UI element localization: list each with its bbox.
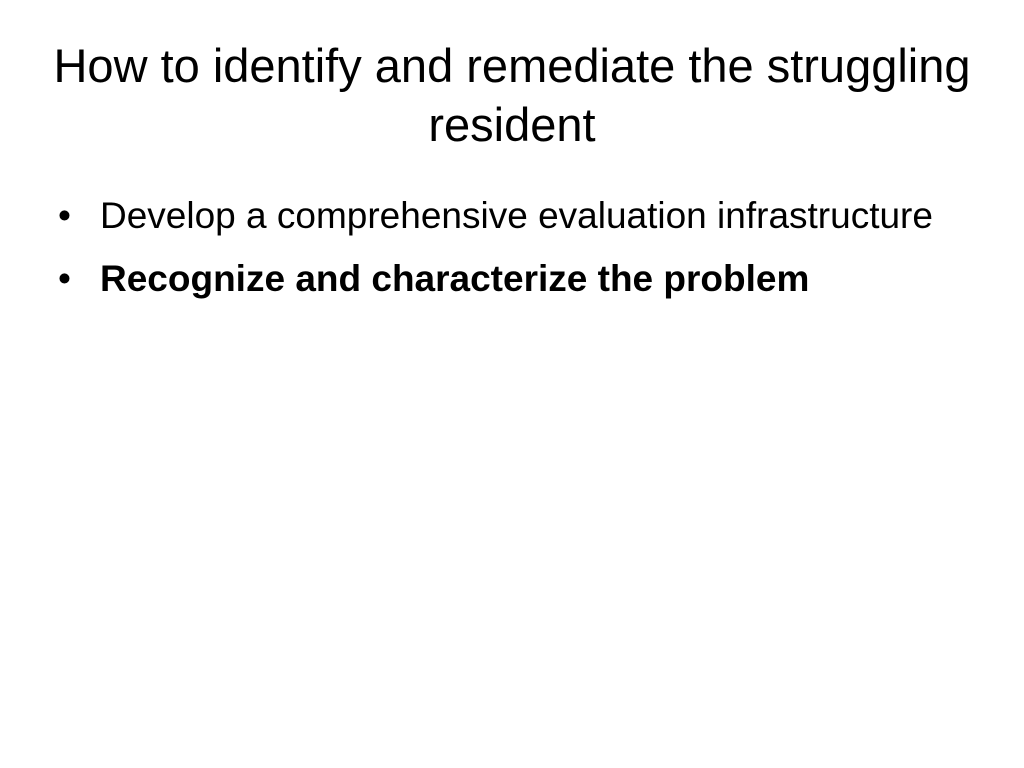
slide-title: How to identify and remediate the struggling resident (53, 39, 971, 151)
bullet-item (58, 190, 958, 241)
bullet-text: Recognize and characterize the problem (100, 258, 810, 299)
bullet-icon: • (58, 195, 71, 236)
bullet-item (58, 253, 958, 304)
bullet-icon: • (58, 258, 71, 299)
bullet-list (58, 190, 958, 316)
bullet-text: Develop a comprehensive evaluation infrastructure (100, 195, 933, 236)
